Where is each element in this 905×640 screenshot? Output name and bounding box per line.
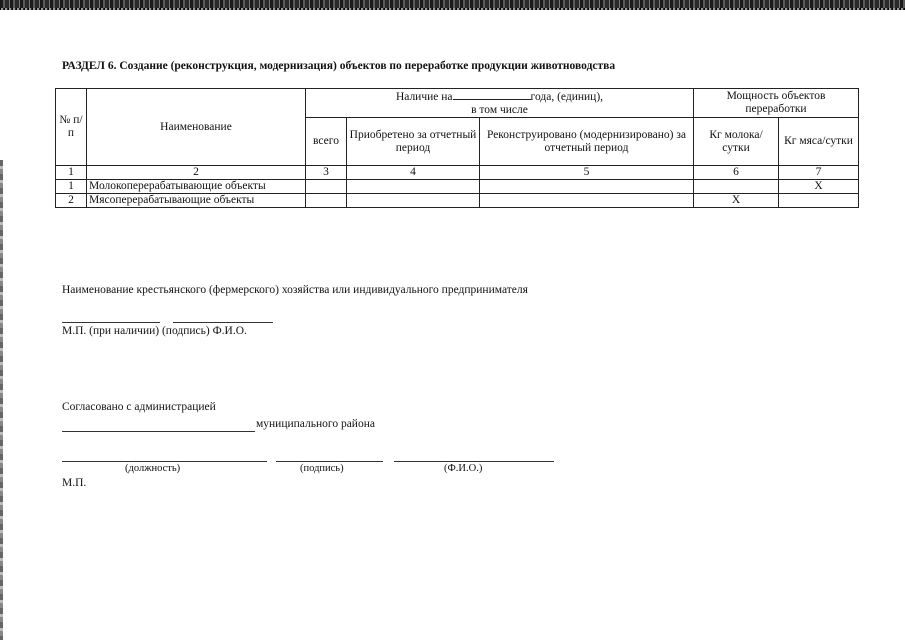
signature-line[interactable] (173, 322, 273, 323)
district-name-line[interactable] (62, 431, 255, 432)
index-cell: 3 (306, 166, 347, 180)
row-num: 2 (56, 194, 87, 208)
index-cell: 6 (694, 166, 779, 180)
cell-milk[interactable] (694, 180, 779, 194)
index-cell: 4 (347, 166, 480, 180)
cell-meat[interactable] (779, 194, 859, 208)
header-name: Наименование (87, 89, 306, 166)
header-capacity-group: Мощность объектов переработки (694, 89, 859, 118)
index-row (56, 166, 859, 180)
row-name: Мясоперерабатывающие объекты (87, 194, 306, 208)
cell-meat[interactable]: Х (779, 180, 859, 194)
signature-line-2[interactable] (276, 461, 383, 462)
fio-line[interactable] (394, 461, 554, 462)
farm-name-label: Наименование крестьянского (фермерского) хозяйства или индивидуального предпринимателя (62, 284, 528, 296)
header-acquired: Приобретено за отчетный период (347, 118, 480, 166)
index-cell: 2 (87, 166, 306, 180)
caption-fio: (Ф.И.О.) (444, 463, 483, 474)
position-line[interactable] (62, 461, 267, 462)
stamp-line[interactable] (62, 322, 160, 323)
availability-line2: в том числе (471, 104, 528, 116)
cell-reconstructed[interactable] (480, 194, 694, 208)
cell-total[interactable] (306, 180, 347, 194)
availability-suffix: года, (единиц), (530, 91, 604, 103)
cell-acquired[interactable] (347, 180, 480, 194)
cell-milk[interactable]: Х (694, 194, 779, 208)
section-title: РАЗДЕЛ 6. Создание (реконструкция, модернизация) объектов по переработке продукции животноводства (62, 60, 616, 72)
table-row (56, 180, 859, 194)
scan-edge-left (0, 160, 3, 640)
table-row (56, 194, 859, 208)
scan-edge-top (0, 0, 905, 10)
header-total: всего (306, 118, 347, 166)
cell-acquired[interactable] (347, 194, 480, 208)
index-cell: 1 (56, 166, 87, 180)
stamp-label: М.П. (62, 477, 87, 489)
agreed-label: Согласовано с администрацией (62, 401, 216, 413)
district-suffix: муниципального района (256, 418, 375, 430)
cell-total[interactable] (306, 194, 347, 208)
caption-signature: (подпись) (300, 463, 344, 474)
row-num: 1 (56, 180, 87, 194)
index-cell: 5 (480, 166, 694, 180)
header-availability-group (306, 89, 694, 118)
header-reconstructed: Реконструировано (модернизировано) за отчетный период (480, 118, 694, 166)
caption-position: (должность) (125, 463, 181, 474)
row-name: Молокоперерабатывающие объекты (87, 180, 306, 194)
farm-sign-caption: М.П. (при наличии) (подпись) Ф.И.О. (62, 325, 247, 337)
cell-reconstructed[interactable] (480, 180, 694, 194)
header-milk: Кг молока/сутки (694, 118, 779, 166)
header-meat: Кг мяса/сутки (779, 118, 859, 166)
index-cell: 7 (779, 166, 859, 180)
availability-prefix: Наличие на (395, 91, 453, 103)
year-blank[interactable] (453, 89, 531, 100)
header-num: № п/п (56, 89, 87, 166)
processing-objects-table (55, 88, 859, 208)
